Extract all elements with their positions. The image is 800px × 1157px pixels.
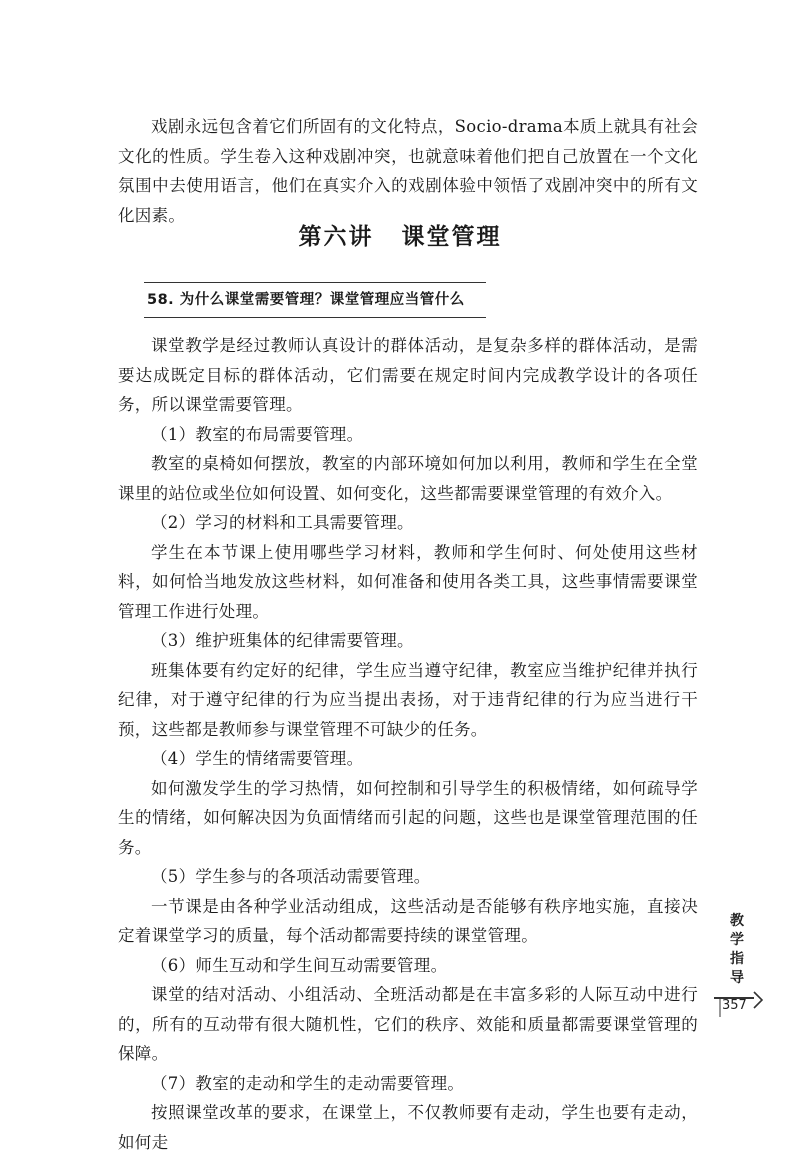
chapter-number: 第六讲 xyxy=(298,224,374,250)
intro-paragraph: 戏剧永远包含着它们所固有的文化特点，Socio-drama本质上就具有社会文化的性质。学生卷入这种戏剧冲突，也就意味着他们把自己放置在一个文化氛围中去使用语言，他们在真实介入的戏剧体验中领悟了戏剧冲突中的所有文化因素。 xyxy=(118,117,698,225)
question-title: 58. 为什么课堂需要管理？课堂管理应当管什么 xyxy=(147,292,465,308)
question-top-rule xyxy=(144,282,486,283)
side-tab-char: 教 xyxy=(730,913,744,929)
chapter-name: 课堂管理 xyxy=(401,224,502,250)
item-heading-5: （5）学生参与的各项活动需要管理。 xyxy=(151,867,431,886)
side-tab-char: 导 xyxy=(730,970,744,986)
item-heading-4: （4）学生的情绪需要管理。 xyxy=(151,749,364,768)
side-tab-char: 学 xyxy=(730,932,744,948)
section-side-tab xyxy=(727,912,747,988)
item-body-2: 学生在本节课上使用哪些学习材料，教师和学生何时、何处使用这些材料，如何恰当地发放这些材料，如何准备和使用各类工具，这些事情需要课堂管理工作进行处理。 xyxy=(118,542,698,621)
item-heading-7: （7）教室的走动和学生的走动需要管理。 xyxy=(151,1073,465,1093)
item-body-5: 一节课是由各种学业活动组成，这些活动是否能够有秩序地实施，直接决定着课堂学习的质量，每个活动都需要持续的课堂管理。 xyxy=(118,896,698,945)
item-body-1: 教室的桌椅如何摆放，教室的内部环境如何加以利用，教师和学生在全堂课里的站位或坐位如何设置、如何变化，这些都需要课堂管理的有效介入。 xyxy=(118,454,698,503)
item-heading-3: （3）维护班集体的纪律需要管理。 xyxy=(151,631,414,650)
chapter-title xyxy=(0,218,800,251)
item-heading-6: （6）师生互动和学生间互动需要管理。 xyxy=(151,955,448,975)
item-body-4: 如何激发学生的学习热情，如何控制和引导学生的积极情绪，如何疏导学生的情绪，如何解决因为负面情绪而引起的问题，这些也是课堂管理范围的任务。 xyxy=(118,778,698,857)
question-bottom-rule xyxy=(144,317,486,318)
item-body-7: 按照课堂改革的要求，在课堂上，不仅教师要有走动，学生也要有走动，如何走 xyxy=(118,1103,698,1152)
paragraph-intro: 课堂教学是经过教师认真设计的群体活动，是复杂多样的群体活动，是需要达成既定目标的群体活动，它们需要在规定时间内完成教学设计的各项任务，所以课堂需要管理。 xyxy=(118,336,698,414)
item-heading-1: （1）教室的布局需要管理。 xyxy=(151,424,364,444)
side-tab-char: 指 xyxy=(730,951,744,967)
item-heading-2: （2）学习的材料和工具需要管理。 xyxy=(151,513,414,532)
item-body-6: 课堂的结对活动、小组活动、全班活动都是在丰富多彩的人际互动中进行的，所有的互动带有很大随机性，它们的秩序、效能和质量都需要课堂管理的保障。 xyxy=(118,985,698,1063)
item-body-3: 班集体要有约定好的纪律，学生应当遵守纪律，教室应当维护纪律并执行纪律，对于遵守纪律的行为应当提出表扬，对于违背纪律的行为应当进行干预，这些都是教师参与课堂管理不可缺少的任务。 xyxy=(118,660,698,739)
page-number: 357 xyxy=(722,998,747,1013)
body-text xyxy=(118,331,698,1157)
